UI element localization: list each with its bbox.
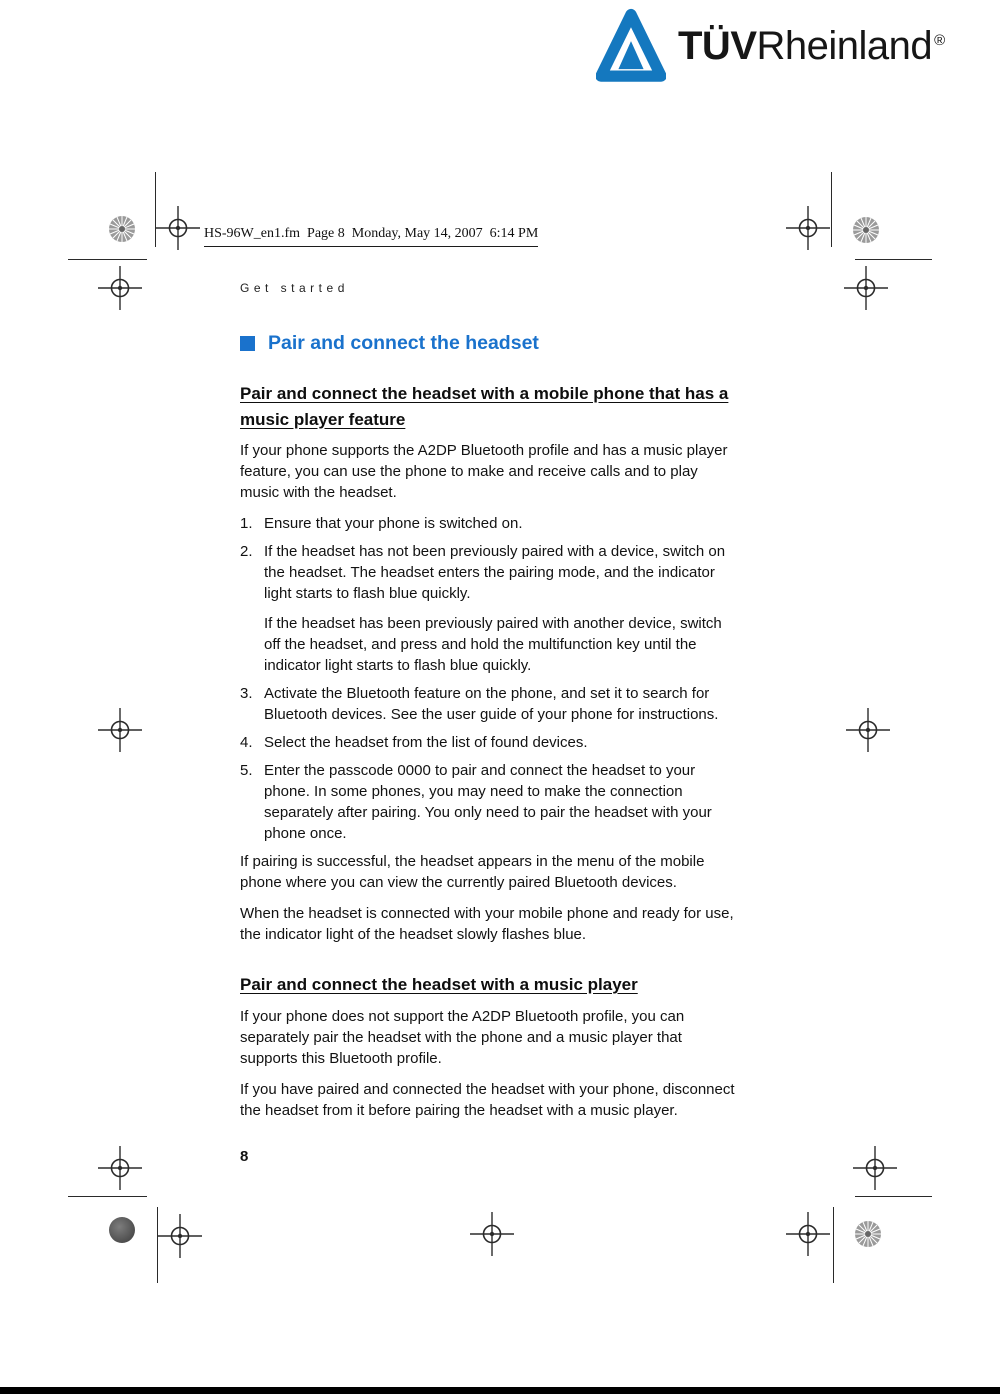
trim-line xyxy=(68,259,147,260)
trim-line xyxy=(68,1196,147,1197)
subsection-heading: Pair and connect the headset with a music player xyxy=(240,975,638,994)
page-title xyxy=(240,333,740,354)
tuv-triangle-icon xyxy=(596,6,666,86)
registration-starburst-icon xyxy=(851,215,881,245)
paragraph: If you have paired and connected the headset with your phone, disconnect the headset from it before pairing the headset with a music player. xyxy=(240,1080,735,1119)
subsection-heading: Pair and connect the headset with a mobile phone that has a music player feature xyxy=(240,384,729,429)
list-number: 1. xyxy=(240,515,253,532)
registration-starburst-icon xyxy=(107,214,137,244)
registration-crosshair-icon xyxy=(846,708,890,752)
list-text: Ensure that your phone is switched on. xyxy=(264,515,523,532)
registration-crosshair-icon xyxy=(156,206,200,250)
bottom-trim-bar xyxy=(0,1387,1000,1394)
registration-crosshair-icon xyxy=(158,1214,202,1258)
page-number: 8 xyxy=(240,1148,249,1165)
trim-line xyxy=(831,172,832,247)
list-item xyxy=(240,541,740,676)
list-number: 3. xyxy=(240,685,253,702)
list-text-extra: If the headset has been previously paired with another device, switch off the headset, and press and hold the multifunction key until the indicator light starts to flash blue quickly. xyxy=(264,615,722,674)
heading-bullet-square-icon xyxy=(240,336,255,351)
logo-wordmark xyxy=(678,24,945,69)
list-text: Enter the passcode 0000 to pair and connect the headset to your phone. In some phones, you may need to make the connection separately after pairing. You only need to pair the headset with your phone once. xyxy=(264,762,712,842)
list-item xyxy=(240,683,740,725)
list-number: 4. xyxy=(240,734,253,751)
registration-dot-icon xyxy=(109,1217,135,1243)
logo-tuv-text: TÜV xyxy=(678,24,757,68)
logo-rheinland-text: Rheinland xyxy=(756,24,933,68)
section-label: Get started xyxy=(240,281,349,295)
content-column xyxy=(240,278,740,1131)
paragraph: When the headset is connected with your mobile phone and ready for use, the indicator light of the headset slowly flashes blue. xyxy=(240,905,734,943)
registration-crosshair-icon xyxy=(98,266,142,310)
list-text: Activate the Bluetooth feature on the phone, and set it to search for Bluetooth devices. See the user guide of your phone for instructions. xyxy=(264,685,719,723)
registration-crosshair-icon xyxy=(853,1146,897,1190)
list-number: 2. xyxy=(240,543,253,560)
paragraph: If pairing is successful, the headset appears in the menu of the mobile phone where you can view the currently paired Bluetooth devices. xyxy=(240,853,705,891)
numbered-list xyxy=(240,513,740,844)
registered-trademark-icon: ® xyxy=(934,31,945,49)
registration-crosshair-icon xyxy=(98,1146,142,1190)
trim-line xyxy=(855,259,932,260)
list-text-main: If the headset has not been previously paired with a device, switch on the headset. The headset enters the pairing mode, and the indicator light starts to flash blue quickly. xyxy=(264,543,726,602)
trim-line xyxy=(855,1196,932,1197)
list-item xyxy=(240,513,740,534)
paragraph: If your phone does not support the A2DP Bluetooth profile, you can separately pair the headset with the phone and a music player that supports this Bluetooth profile. xyxy=(240,1007,685,1067)
list-item xyxy=(240,732,740,753)
registration-starburst-icon xyxy=(853,1219,883,1249)
registration-crosshair-icon xyxy=(786,1212,830,1256)
registration-crosshair-icon xyxy=(786,206,830,250)
registration-crosshair-icon xyxy=(470,1212,514,1256)
list-item xyxy=(240,760,740,844)
list-text xyxy=(264,541,740,676)
print-header: HS-96W_en1.fm Page 8 Monday, May 14, 2007 6:14 PM xyxy=(204,226,538,247)
registration-crosshair-icon xyxy=(98,708,142,752)
list-text: Select the headset from the list of found devices. xyxy=(264,734,588,751)
tuv-rheinland-logo xyxy=(596,6,945,86)
registration-crosshair-icon xyxy=(844,266,888,310)
list-number: 5. xyxy=(240,762,253,779)
page-title-text: Pair and connect the headset xyxy=(268,332,539,354)
trim-line xyxy=(833,1207,834,1283)
paragraph: If your phone supports the A2DP Bluetooth profile and has a music player feature, you can use the phone to make and receive calls and to play music with the headset. xyxy=(240,442,728,501)
